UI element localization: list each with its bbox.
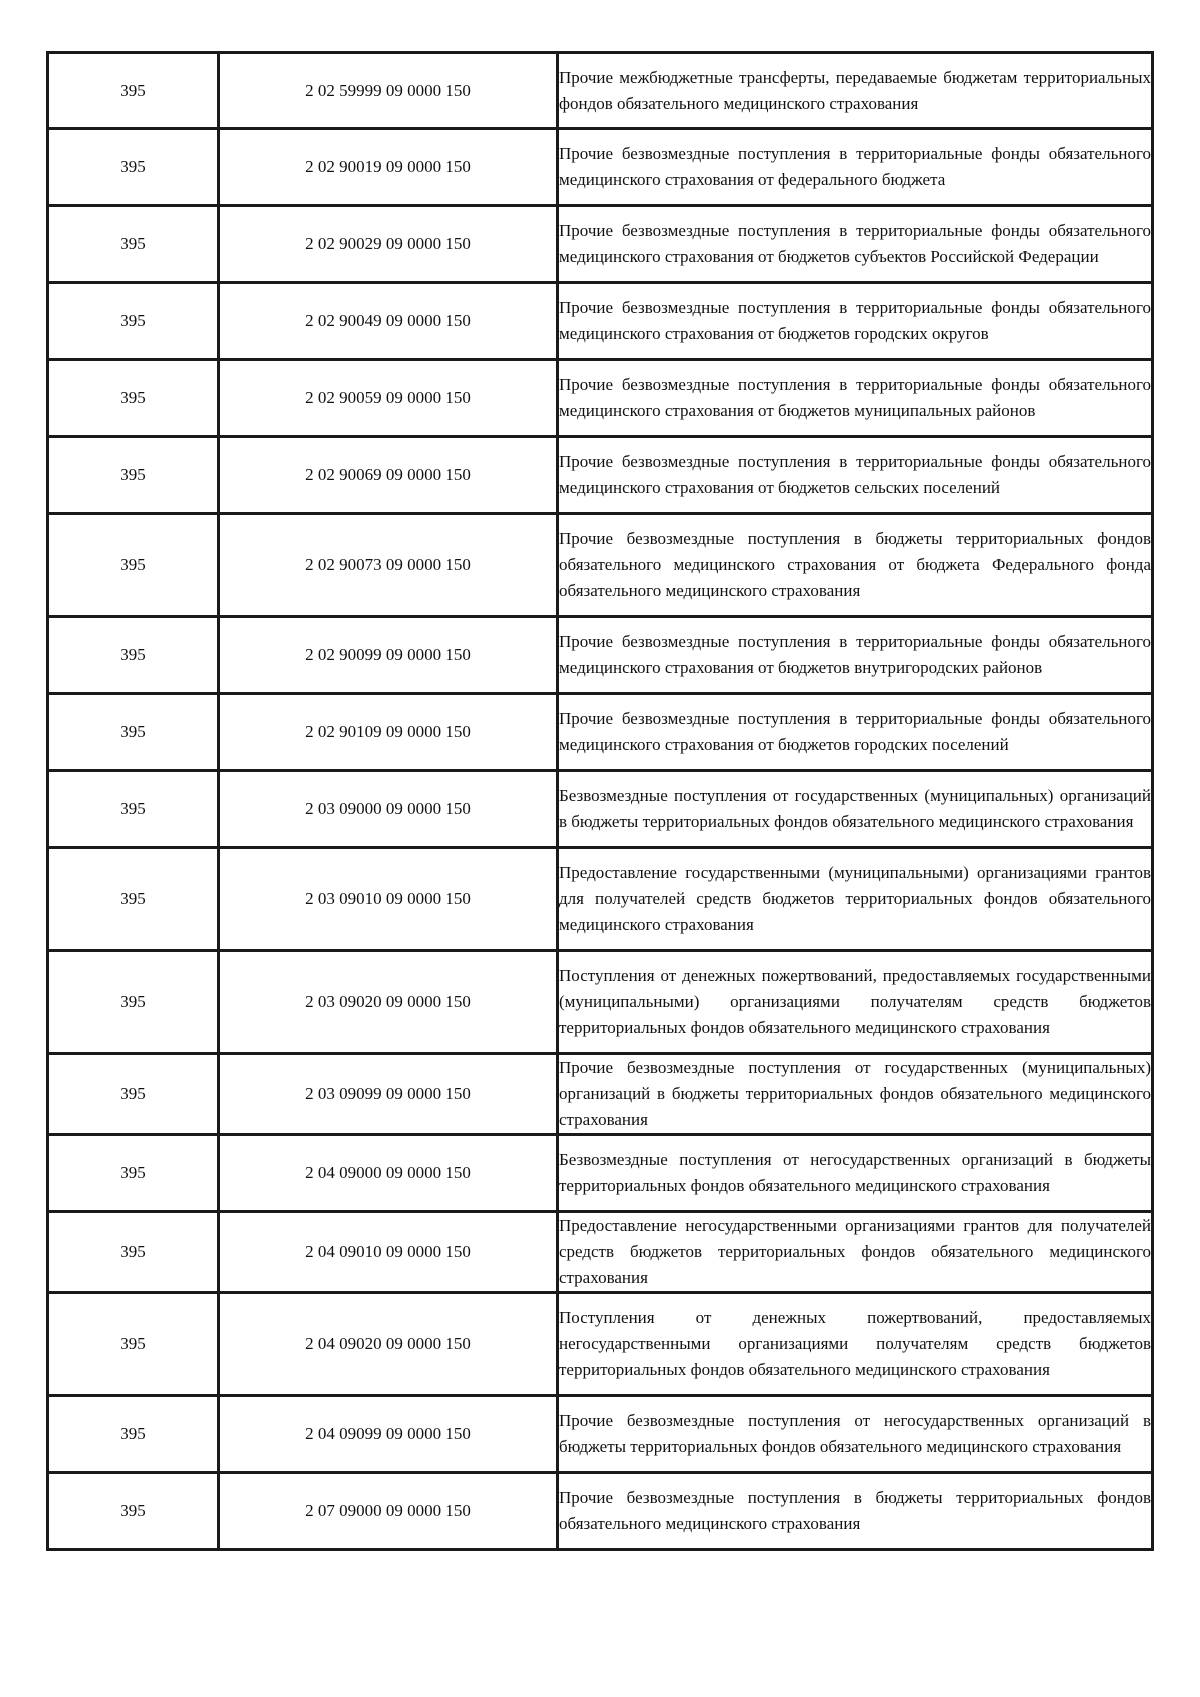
- name-cell: [558, 1293, 1153, 1396]
- table-row: [48, 1212, 1153, 1293]
- name-text: Прочие безвозмездные поступления в территориальные фонды обязательного медицинского страхования от федерального бюджета: [559, 144, 1151, 189]
- name-text: Предоставление негосударственными организациями грантов для получателей средств бюджетов территориальных фондов обязательного медицинского страхования: [559, 1216, 1151, 1287]
- table-row: [48, 53, 1153, 129]
- classification-code-cell: 2 07 09000 09 0000 150: [219, 1473, 558, 1550]
- name-cell: [558, 1054, 1153, 1135]
- table-row: [48, 617, 1153, 694]
- admin-code-cell: 395: [48, 437, 219, 514]
- table-row: [48, 360, 1153, 437]
- classification-code-cell: 2 02 90029 09 0000 150: [219, 206, 558, 283]
- admin-code-cell: 395: [48, 1473, 219, 1550]
- name-text: Безвозмездные поступления от государственных (муниципальных) организаций в бюджеты территориальных фондов обязательного медицинского страхования: [559, 786, 1151, 831]
- name-text: Прочие безвозмездные поступления в бюджеты территориальных фондов обязательного медицинского страхования: [559, 1488, 1151, 1533]
- classification-code-cell: 2 02 90109 09 0000 150: [219, 694, 558, 771]
- name-text: Предоставление государственными (муниципальными) организациями грантов для получателей средств бюджетов территориальных фондов обязательного медицинского страхования: [559, 863, 1151, 934]
- classification-code-cell: 2 02 59999 09 0000 150: [219, 53, 558, 129]
- classification-code-cell: 2 04 09000 09 0000 150: [219, 1135, 558, 1212]
- name-text: Поступления от денежных пожертвований, предоставляемых государственными (муниципальными) организациями получателям средств бюджетов территориальных фондов обязательного медицинского страхования: [559, 966, 1151, 1037]
- name-cell: [558, 1212, 1153, 1293]
- name-text: Безвозмездные поступления от негосударственных организаций в бюджеты территориальных фондов обязательного медицинского страхования: [559, 1150, 1151, 1195]
- name-text: Прочие безвозмездные поступления в территориальные фонды обязательного медицинского страхования от бюджетов городских поселений: [559, 709, 1151, 754]
- table-row: [48, 437, 1153, 514]
- name-cell: [558, 53, 1153, 129]
- table-row: [48, 129, 1153, 206]
- table-row: [48, 1054, 1153, 1135]
- name-text: Прочие безвозмездные поступления от государственных (муниципальных) организаций в бюджеты территориальных фондов обязательного медицинского страхования: [559, 1058, 1151, 1129]
- admin-code-cell: 395: [48, 771, 219, 848]
- table-row: [48, 848, 1153, 951]
- name-cell: [558, 1396, 1153, 1473]
- table-row: [48, 771, 1153, 848]
- classification-code-cell: 2 02 90069 09 0000 150: [219, 437, 558, 514]
- name-cell: [558, 129, 1153, 206]
- name-cell: [558, 514, 1153, 617]
- admin-code-cell: 395: [48, 53, 219, 129]
- admin-code-cell: 395: [48, 694, 219, 771]
- admin-code-cell: 395: [48, 1396, 219, 1473]
- name-text: Прочие безвозмездные поступления в территориальные фонды обязательного медицинского страхования от бюджетов субъектов Российской Федерации: [559, 221, 1151, 266]
- classification-code-cell: 2 04 09010 09 0000 150: [219, 1212, 558, 1293]
- name-cell: [558, 283, 1153, 360]
- table-row: [48, 283, 1153, 360]
- admin-code-cell: 395: [48, 514, 219, 617]
- table-row: [48, 694, 1153, 771]
- classification-code-cell: 2 02 90099 09 0000 150: [219, 617, 558, 694]
- table-row: [48, 206, 1153, 283]
- name-text: Прочие безвозмездные поступления в бюджеты территориальных фондов обязательного медицинского страхования от бюджета Федерального фонда обязательного медицинского страхования: [559, 529, 1151, 600]
- name-cell: [558, 437, 1153, 514]
- admin-code-cell: 395: [48, 283, 219, 360]
- admin-code-cell: 395: [48, 848, 219, 951]
- table-row: [48, 1135, 1153, 1212]
- admin-code-cell: 395: [48, 1293, 219, 1396]
- name-text: Прочие безвозмездные поступления в территориальные фонды обязательного медицинского страхования от бюджетов внутригородских районов: [559, 632, 1151, 677]
- table-body: [48, 53, 1153, 1550]
- name-cell: [558, 951, 1153, 1054]
- document-page: [46, 51, 1154, 1551]
- name-text: Прочие безвозмездные поступления в территориальные фонды обязательного медицинского страхования от бюджетов муниципальных районов: [559, 375, 1151, 420]
- name-cell: [558, 360, 1153, 437]
- admin-code-cell: 395: [48, 360, 219, 437]
- classification-code-cell: 2 02 90073 09 0000 150: [219, 514, 558, 617]
- name-cell: [558, 1473, 1153, 1550]
- classification-code-cell: 2 03 09099 09 0000 150: [219, 1054, 558, 1135]
- budget-codes-table: [46, 51, 1154, 1551]
- table-row: [48, 514, 1153, 617]
- name-cell: [558, 617, 1153, 694]
- name-text: Прочие межбюджетные трансферты, передаваемые бюджетам территориальных фондов обязательного медицинского страхования: [559, 67, 1151, 113]
- classification-code-cell: 2 02 90049 09 0000 150: [219, 283, 558, 360]
- name-text: Поступления от денежных пожертвований, предоставляемых негосударственными организациями получателям средств бюджетов территориальных фондов обязательного медицинского страхования: [559, 1308, 1151, 1379]
- admin-code-cell: 395: [48, 206, 219, 283]
- table-row: [48, 1396, 1153, 1473]
- name-text: Прочие безвозмездные поступления в территориальные фонды обязательного медицинского страхования от бюджетов городских округов: [559, 298, 1151, 343]
- name-cell: [558, 771, 1153, 848]
- classification-code-cell: 2 02 90019 09 0000 150: [219, 129, 558, 206]
- admin-code-cell: 395: [48, 1054, 219, 1135]
- admin-code-cell: 395: [48, 1135, 219, 1212]
- admin-code-cell: 395: [48, 617, 219, 694]
- table-row: [48, 1473, 1153, 1550]
- classification-code-cell: 2 03 09020 09 0000 150: [219, 951, 558, 1054]
- admin-code-cell: 395: [48, 951, 219, 1054]
- classification-code-cell: 2 03 09000 09 0000 150: [219, 771, 558, 848]
- classification-code-cell: 2 03 09010 09 0000 150: [219, 848, 558, 951]
- name-cell: [558, 1135, 1153, 1212]
- table-row: [48, 1293, 1153, 1396]
- admin-code-cell: 395: [48, 129, 219, 206]
- name-cell: [558, 848, 1153, 951]
- name-cell: [558, 206, 1153, 283]
- classification-code-cell: 2 04 09020 09 0000 150: [219, 1293, 558, 1396]
- classification-code-cell: 2 02 90059 09 0000 150: [219, 360, 558, 437]
- name-text: Прочие безвозмездные поступления от негосударственных организаций в бюджеты территориальных фондов обязательного медицинского страхования: [559, 1411, 1151, 1456]
- classification-code-cell: 2 04 09099 09 0000 150: [219, 1396, 558, 1473]
- name-cell: [558, 694, 1153, 771]
- admin-code-cell: 395: [48, 1212, 219, 1293]
- table-row: [48, 951, 1153, 1054]
- name-text: Прочие безвозмездные поступления в территориальные фонды обязательного медицинского страхования от бюджетов сельских поселений: [559, 452, 1151, 497]
